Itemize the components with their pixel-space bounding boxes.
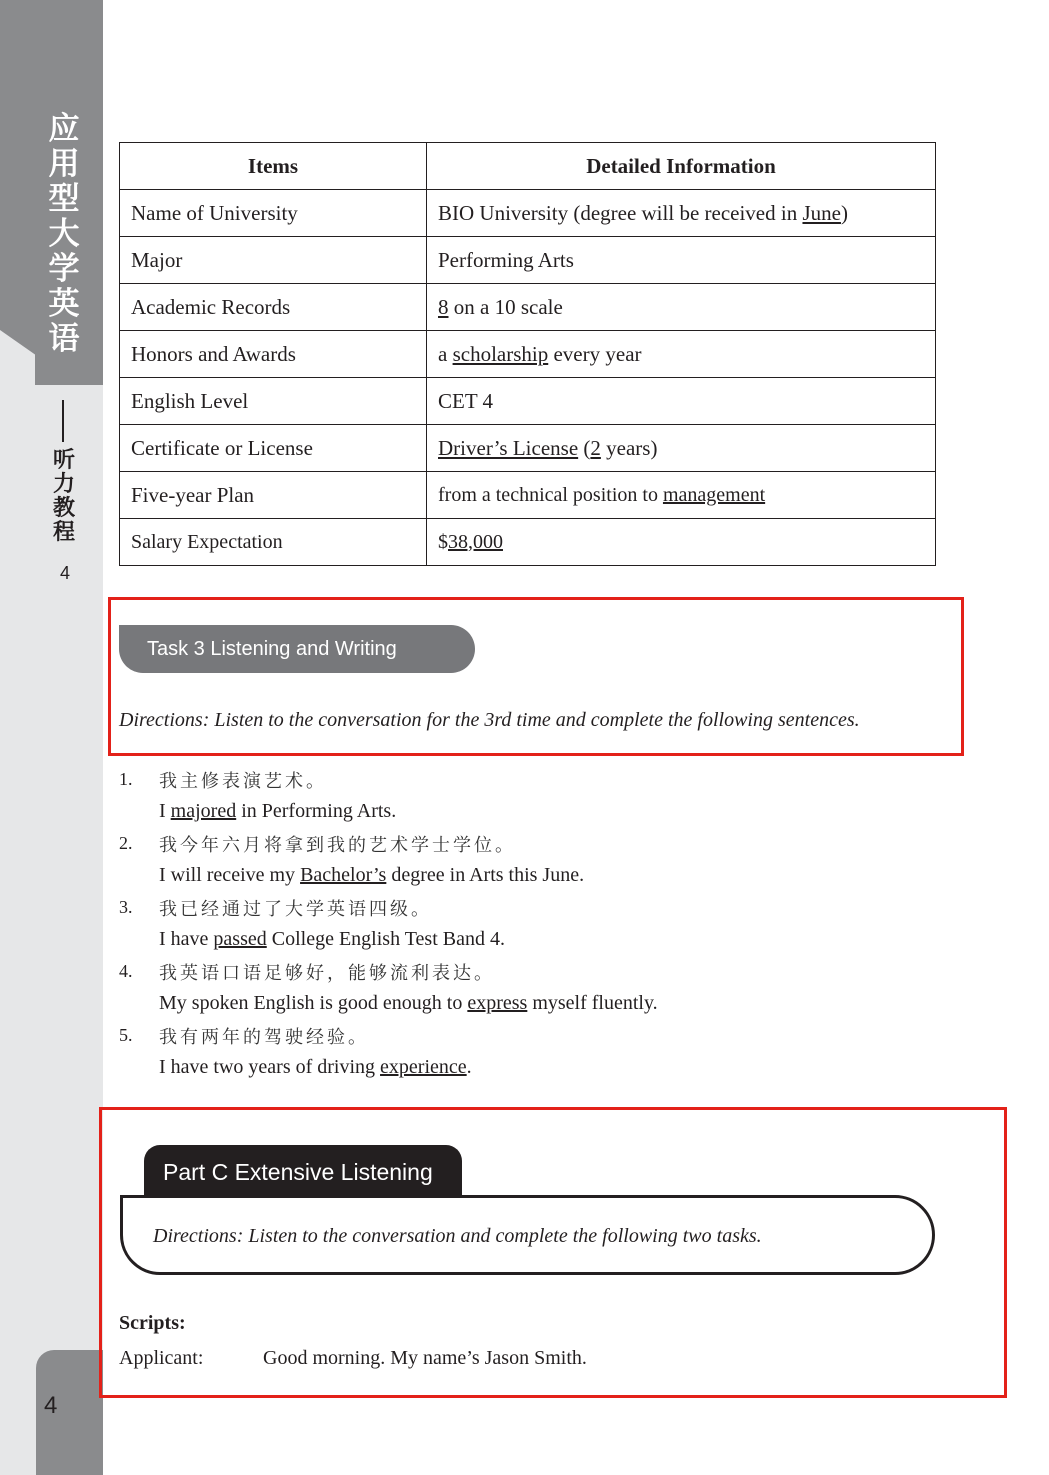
task3-directions: Directions: Listen to the conversation for the 3rd time and complete the following sentences. (119, 709, 860, 731)
detail-text: every year (548, 341, 642, 366)
item-cell: Major (120, 237, 427, 284)
book-title-char: 学 (48, 251, 80, 287)
sentence-text: in Performing Arts. (236, 800, 397, 822)
speaker-label: Applicant: (119, 1347, 204, 1369)
sentence-text: . (466, 1056, 472, 1078)
detail-answer: June (802, 200, 841, 225)
volume-number: 4 (59, 563, 70, 583)
sentence-text: College English Test Band 4. (266, 928, 505, 950)
detail-cell (427, 472, 936, 519)
sentence-answer: majored (170, 800, 237, 822)
detail-cell: CET 4 (427, 378, 936, 425)
book-title-vertical (44, 112, 84, 357)
detail-cell (427, 519, 936, 566)
book-subtitle-char: 教 (52, 495, 75, 521)
item-cell: Salary Expectation (120, 519, 427, 566)
book-title-char: 型 (48, 181, 80, 217)
sentence-text: I have two years of driving (159, 1056, 381, 1078)
table-row (120, 378, 936, 425)
detail-text: ( (578, 435, 591, 460)
english-sentence (159, 800, 396, 823)
detail-cell (427, 284, 936, 331)
item-number: 1. (119, 769, 133, 789)
information-table (119, 142, 936, 566)
sentence-answer: express (467, 992, 528, 1014)
partc-label: Part C Extensive Listening (144, 1145, 462, 1196)
sentence-text: My spoken English is good enough to (159, 992, 468, 1014)
table-row (120, 472, 936, 519)
item-cell: Academic Records (120, 284, 427, 331)
table-row (120, 190, 936, 237)
highlight-box-task3 (108, 597, 964, 756)
book-subtitle-char: 程 (52, 519, 75, 545)
table-row (120, 284, 936, 331)
speaker-line: Good morning. My name’s Jason Smith. (263, 1347, 587, 1369)
english-sentence (159, 1056, 472, 1079)
table-row (120, 237, 936, 284)
sentence-text: I have (159, 928, 214, 950)
item-cell: English Level (120, 378, 427, 425)
detail-cell (427, 190, 936, 237)
detail-cell (427, 331, 936, 378)
item-cell: Honors and Awards (120, 331, 427, 378)
detail-cell (427, 425, 936, 472)
partc-directions: Directions: Listen to the conversation and complete the following two tasks. (153, 1225, 762, 1247)
sentence-text: myself fluently. (527, 992, 658, 1014)
detail-text: a (438, 341, 453, 366)
item-number: 2. (119, 833, 133, 853)
sentence-list (119, 767, 919, 1087)
table-header-row (120, 143, 936, 190)
book-title-char: 语 (48, 321, 80, 357)
book-subtitle-char: 力 (52, 471, 75, 497)
item-cell: Name of University (120, 190, 427, 237)
sentence-text: I (159, 800, 171, 822)
table-row (120, 519, 936, 566)
english-sentence (159, 992, 658, 1015)
book-title-char: 应 (48, 111, 80, 147)
column-header-items: Items (120, 143, 427, 190)
detail-answer: Driver’s License (438, 435, 579, 460)
item-number: 5. (119, 1025, 133, 1045)
book-subtitle-vertical (50, 448, 78, 544)
page-number: 4 (44, 1392, 58, 1419)
sentence-answer: experience (380, 1056, 467, 1078)
detail-answer: 2 (590, 435, 601, 460)
chinese-sentence: 我有两年的驾驶经验。 (159, 1027, 369, 1048)
sentence-text: degree in Arts this June. (386, 864, 585, 886)
english-sentence (159, 928, 505, 951)
sentence-text: I will receive my (159, 864, 301, 886)
detail-text: BIO University (degree will be received in (438, 200, 803, 225)
column-header-detail: Detailed Information (427, 143, 936, 190)
table-row (120, 331, 936, 378)
chinese-sentence: 我已经通过了大学英语四级。 (159, 899, 432, 920)
sentence-answer: Bachelor’s (300, 864, 387, 886)
detail-answer: scholarship (452, 341, 549, 366)
chinese-sentence: 我英语口语足够好，能够流利表达。 (159, 963, 495, 984)
detail-text: ) (840, 200, 848, 225)
scripts-heading: Scripts: (119, 1312, 186, 1334)
list-item (119, 1023, 919, 1087)
english-sentence (159, 864, 584, 887)
item-number: 4. (119, 961, 133, 981)
task3-label: Task 3 Listening and Writing (119, 625, 475, 673)
list-item (119, 767, 919, 831)
detail-text: on a 10 scale (448, 294, 563, 319)
detail-answer: 8 (438, 294, 449, 319)
chinese-sentence: 我今年六月将拿到我的艺术学士学位。 (159, 835, 516, 856)
subtitle-dash (62, 400, 64, 442)
list-item (119, 831, 919, 895)
book-title-char: 大 (48, 216, 80, 252)
detail-answer: 38,000 (448, 530, 503, 553)
list-item (119, 895, 919, 959)
detail-cell: Performing Arts (427, 237, 936, 284)
book-subtitle-char: 听 (52, 447, 75, 473)
detail-text: years) (600, 435, 658, 460)
detail-text: $ (438, 530, 448, 553)
item-number: 3. (119, 897, 133, 917)
side-margin-bar (0, 0, 103, 1475)
book-title-char: 英 (48, 286, 80, 322)
table-row (120, 425, 936, 472)
sentence-answer: passed (213, 928, 267, 950)
detail-text: from a technical position to (438, 483, 663, 506)
detail-answer: management (662, 483, 766, 506)
item-cell: Five-year Plan (120, 472, 427, 519)
item-cell: Certificate or License (120, 425, 427, 472)
list-item (119, 959, 919, 1023)
chinese-sentence: 我主修表演艺术。 (159, 771, 327, 792)
book-title-char: 用 (48, 146, 80, 182)
